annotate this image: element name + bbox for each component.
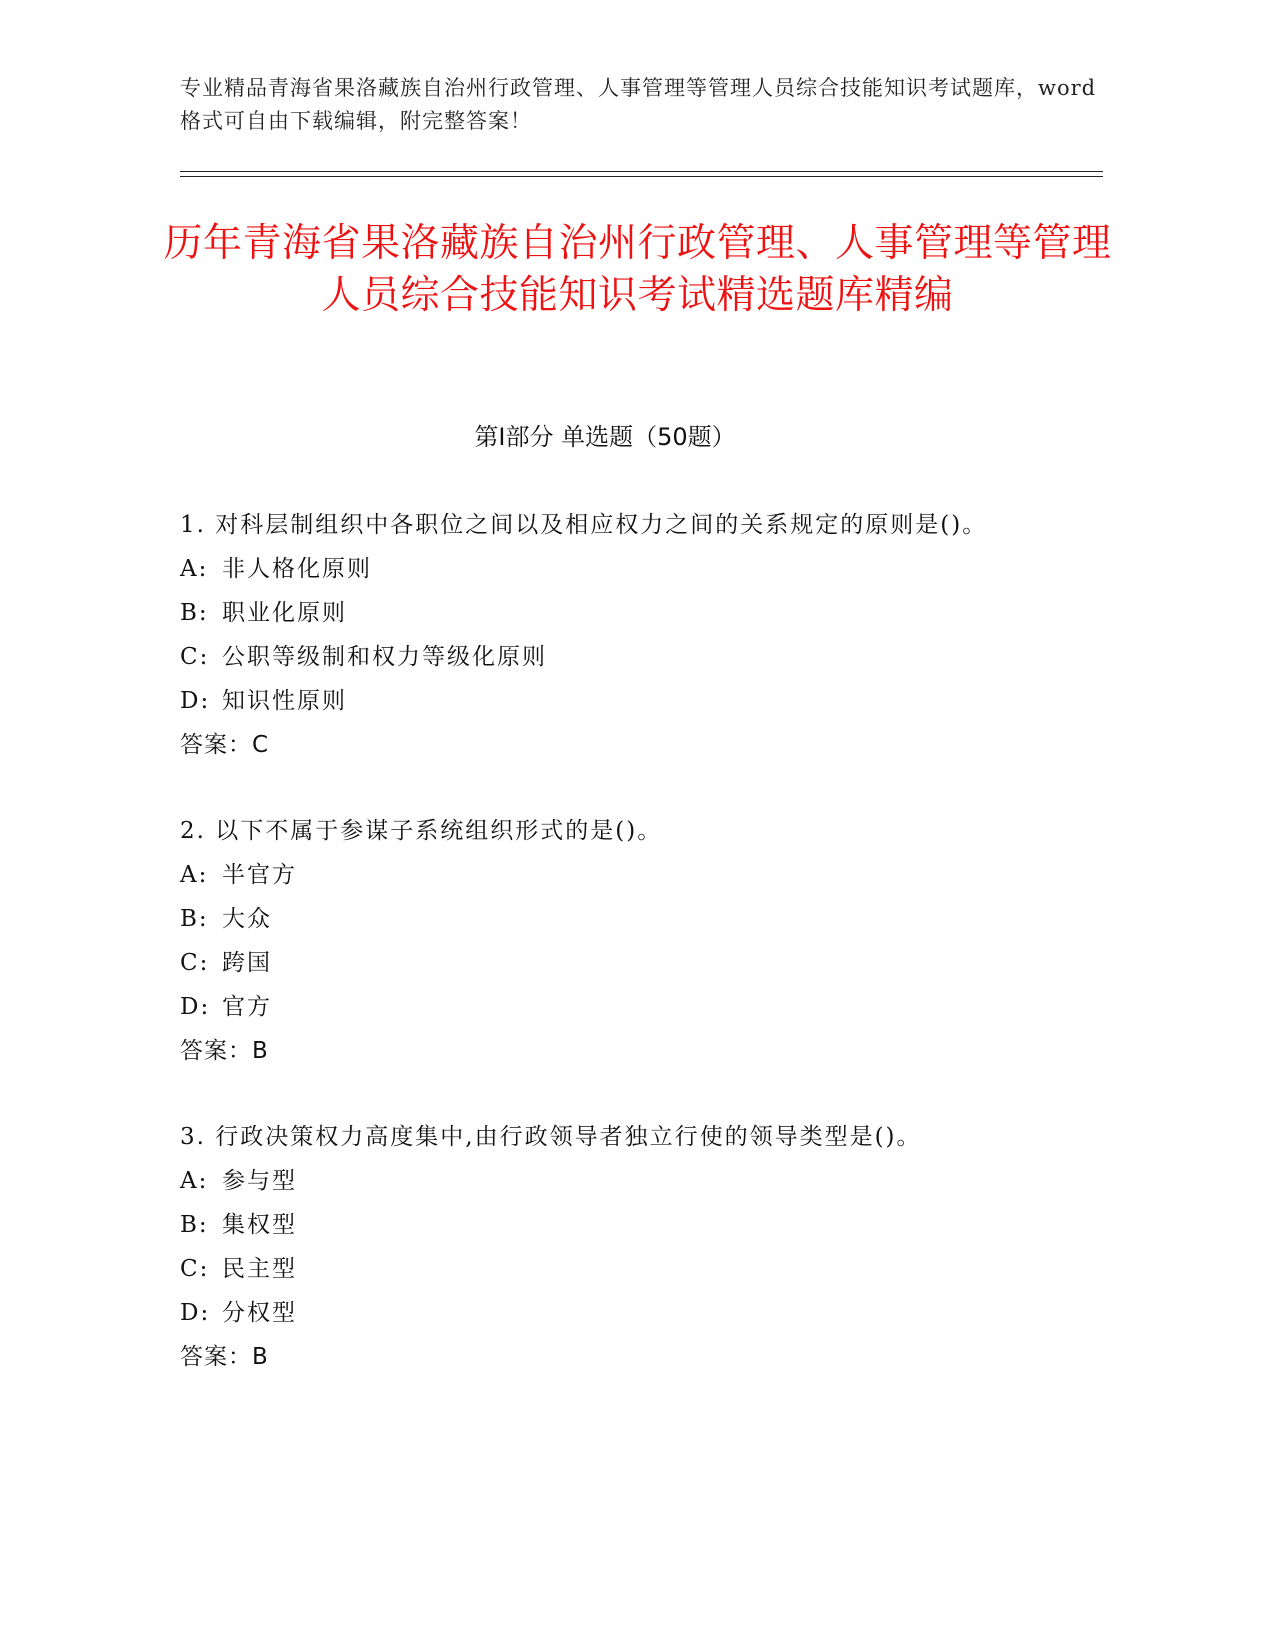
option-key: B:: [180, 1212, 209, 1238]
option-text: 集权型: [222, 1212, 297, 1238]
option-key: C:: [180, 644, 210, 670]
option-key: C:: [180, 1256, 210, 1282]
option-key: D:: [180, 994, 211, 1020]
option-key: D:: [180, 688, 211, 714]
question-1: [180, 503, 1100, 767]
option-key: C:: [180, 950, 210, 976]
option-text: 公职等级制和权力等级化原则: [222, 644, 547, 670]
question-2: [180, 809, 1100, 1073]
header-note: 专业精品青海省果洛藏族自治州行政管理、人事管理等管理人员综合技能知识考试题库，word格式可自由下载编辑，附完整答案！: [180, 76, 1097, 133]
option-text: 半官方: [222, 862, 297, 888]
header-rule-top: [180, 171, 1103, 172]
option-text: 官方: [222, 994, 272, 1020]
option-text: 跨国: [222, 950, 272, 976]
option-text: 知识性原则: [222, 688, 347, 714]
option-b: [180, 1203, 1100, 1247]
question-stem: 3. 行政决策权力高度集中,由行政领导者独立行使的领导类型是()。: [180, 1124, 922, 1150]
option-key: B:: [180, 600, 209, 626]
question-stem: 2. 以下不属于参谋子系统组织形式的是()。: [180, 818, 663, 844]
option-text: 民主型: [222, 1256, 297, 1282]
section-title: 第Ⅰ部分 单选题（50题）: [474, 423, 736, 451]
option-b: [180, 897, 1100, 941]
option-text: 分权型: [222, 1300, 297, 1326]
option-text: 职业化原则: [222, 600, 347, 626]
document-title: 历年青海省果洛藏族自治州行政管理、人事管理等管理人员综合技能知识考试精选题库精编: [163, 221, 1112, 318]
option-a: [180, 547, 1100, 591]
option-key: A:: [180, 862, 209, 888]
option-d: [180, 679, 1100, 723]
option-b: [180, 591, 1100, 635]
answer-line: 答案：B: [180, 1344, 269, 1370]
option-c: [180, 635, 1100, 679]
option-key: A:: [180, 1168, 209, 1194]
question-list: [180, 503, 1100, 1421]
option-text: 非人格化原则: [222, 556, 372, 582]
option-c: [180, 1247, 1100, 1291]
option-a: [180, 1159, 1100, 1203]
header-rule-bottom: [180, 176, 1103, 177]
option-text: 参与型: [222, 1168, 297, 1194]
answer-line: 答案：B: [180, 1038, 269, 1064]
option-d: [180, 1291, 1100, 1335]
option-c: [180, 941, 1100, 985]
option-a: [180, 853, 1100, 897]
option-key: D:: [180, 1300, 211, 1326]
option-d: [180, 985, 1100, 1029]
option-text: 大众: [222, 906, 272, 932]
question-stem: 1. 对科层制组织中各职位之间以及相应权力之间的关系规定的原则是()。: [180, 512, 988, 538]
question-3: [180, 1115, 1100, 1379]
option-key: A:: [180, 556, 209, 582]
option-key: B:: [180, 906, 209, 932]
answer-line: 答案：C: [180, 732, 270, 758]
